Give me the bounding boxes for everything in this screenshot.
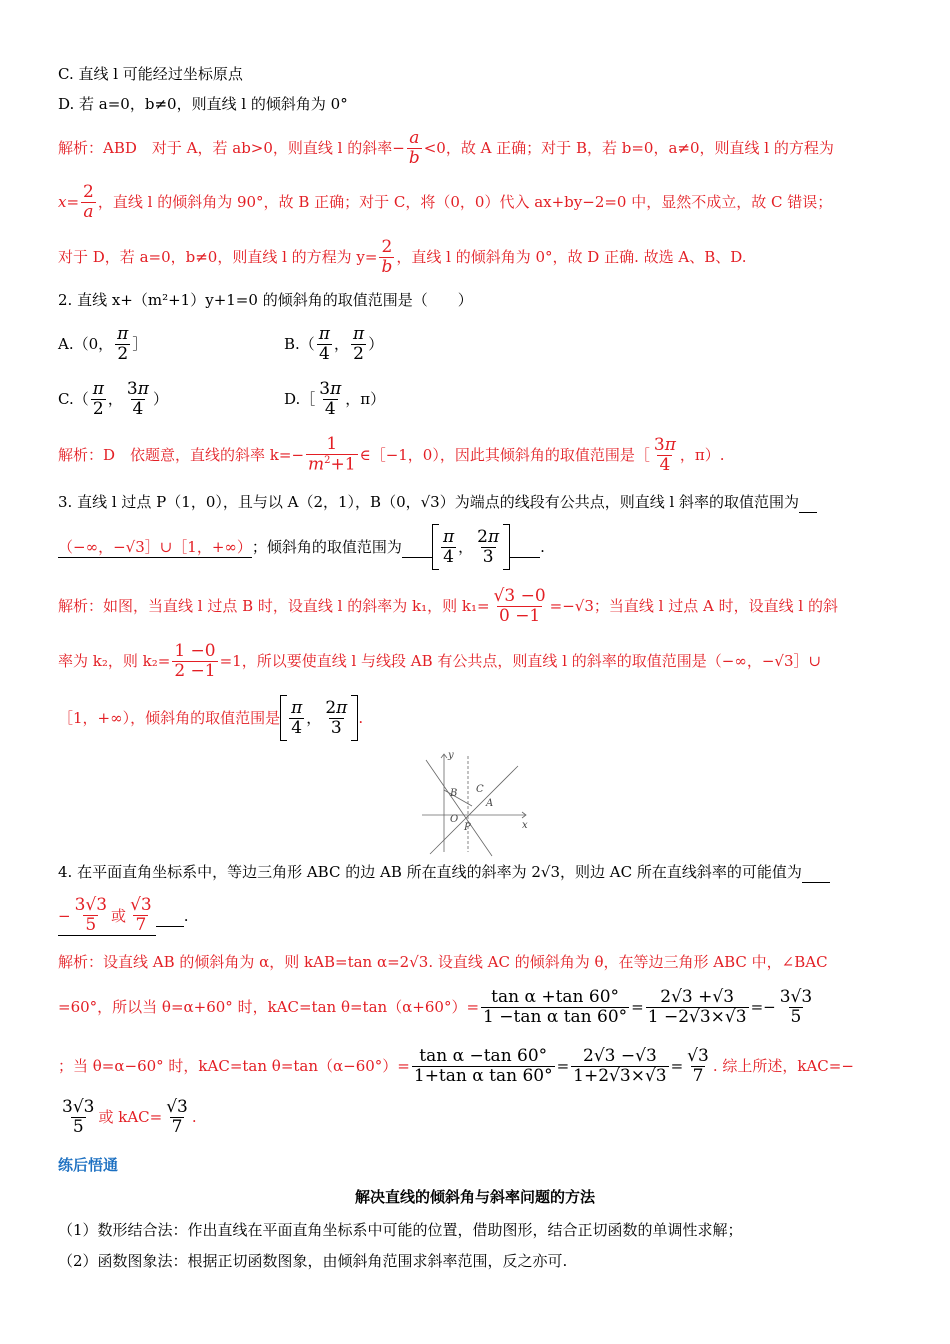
- frac-a-over-b: $\frac{a}{b}$: [408, 127, 420, 168]
- q3-answer-slope: （−∞，−√3］∪［1，+∞）: [58, 537, 252, 556]
- q2-opt-a-label: A.（0，: [58, 335, 114, 353]
- q1-solution-line2: [58, 180, 832, 224]
- q3-solution-line2: [58, 639, 821, 683]
- q4-solution-line1: 解析：设直线 AB 的倾斜角为 α，则 kAB=tan α=2√3. 设直线 AC 的倾斜角为 θ，在等边三角形 ABC 中，∠BAC: [58, 953, 828, 971]
- q4-answer: − $\frac{3√3}{5}$ 或 $\frac{√3}{7}$: [58, 896, 156, 935]
- paren-close-c: ）: [152, 390, 168, 408]
- q2-opt-b-label: B.（: [284, 335, 315, 353]
- frac-pi-2: $\frac{\pi}{2}$: [117, 323, 129, 364]
- review-heading: 练后悟通: [58, 1156, 119, 1174]
- svg-text:y: y: [448, 750, 454, 761]
- q2-opt-d-label: D.［: [284, 390, 316, 408]
- q3-sol2-b: =1，所以要使直线 l 与线段 AB 有公共点，则直线 l 的斜率的取值范围是（−∞，−√3］∪: [219, 652, 822, 670]
- q4-solution-line4: $\frac{3√3}{5}$ 或 kAC= $\frac{√3}{7}$ .: [62, 1096, 197, 1137]
- frac-pi-2b: $\frac{\pi}{2}$: [353, 323, 365, 364]
- q4-sol4: 或 kAC=: [98, 1108, 163, 1126]
- q4-sol3-a: ；当 θ=α−60° 时，kAC=tan θ=tan（α−60°）=: [58, 1057, 410, 1075]
- q3-sol1-b: =−√3；当直线 l 过点 A 时，设直线 l 的斜: [549, 597, 838, 615]
- q3-stem-text: 3. 直线 l 过点 P（1，0），且与以 A（2，1），B（0，√3）为端点的线段有公共点，则直线 l 斜率的取值范围为: [58, 493, 800, 511]
- frac-pi-2c: $\frac{\pi}{2}$: [92, 378, 104, 419]
- review-title: 解决直线的倾斜角与斜率问题的方法: [354, 1188, 595, 1206]
- q1-sol-text-a: 解析：ABD 对于 A，若 ab>0，则直线 l 的斜率−: [58, 139, 405, 157]
- svg-text:P: P: [464, 822, 471, 833]
- q3-sol2-a: 率为 k₂，则 k₂=: [58, 652, 171, 670]
- q2-sol-c: ，π）.: [679, 446, 725, 464]
- option-c: C. 直线 l 可能经过坐标原点: [58, 65, 243, 83]
- q2-option-b: B.（ $\frac{\pi}{4}$ ， $\frac{\pi}{2}$ ）: [284, 323, 384, 364]
- q4-stem-text: 4. 在平面直角坐标系中，等边三角形 ABC 的边 AB 所在直线的斜率为 2√3，则边 AC 所在直线斜率的可能值为: [58, 863, 802, 881]
- x-eq: x=: [58, 193, 80, 211]
- q1-solution-line1: [58, 126, 834, 170]
- q3-solution-line1: [58, 584, 838, 628]
- frac-2-over-a: $\frac{2}{a}$: [83, 181, 94, 222]
- q4-sol3-b: . 综上所述，kAC=−: [712, 1057, 854, 1075]
- q2-option-a: [58, 322, 147, 366]
- frac-k1: $\frac{√3 -0}{0 -1}$: [493, 585, 546, 626]
- svg-text:x: x: [522, 820, 528, 831]
- q4-solution-line2: =60°，所以当 θ=α+60° 时，kAC=tan θ=tan（α+60°）= $\frac{\text{tan α +tan 60°}}{\text{1 −tan α tan 60°}}$ = $\frac{2√3 +√3}{1 -2√3\times√3}$ =− $\frac{3√3}{5}$: [58, 986, 813, 1027]
- q3-answer-line: （−∞，−√3］∪［1，+∞） ；倾斜角的取值范围为 $\frac{\pi}{4}$ ， $\frac{2\pi}{3}$ .: [58, 522, 545, 572]
- frac-k2: $\frac{1 -0}{2 -1}$: [174, 640, 216, 681]
- q1-sol-text-3b: ，直线 l 的倾斜角为 0°，故 D 正确. 故选 A、B、D.: [396, 248, 747, 266]
- q3-mid-text: ；倾斜角的取值范围为: [251, 538, 402, 556]
- q3-stem: [58, 492, 817, 513]
- frac-pi-4: $\frac{\pi}{4}$: [318, 323, 330, 364]
- q4-sol2-a: =60°，所以当 θ=α+60° 时，kAC=tan θ=tan（α+60°）=: [58, 998, 480, 1016]
- q2-option-d: [284, 377, 385, 421]
- q2-option-c: C.（ $\frac{\pi}{2}$ ， $\frac{3\pi}{4}$ ）: [58, 378, 168, 419]
- q1-sol-text-3a: 对于 D，若 a=0，b≠0，则直线 l 的方程为 y=: [58, 248, 378, 266]
- q3-solution-line3: ［1，+∞），倾斜角的取值范围是 $\frac{\pi}{4}$ ， $\frac{2\pi}{3}$ .: [58, 694, 363, 742]
- frac-3pi-4d: $\frac{3\pi}{4}$: [319, 378, 342, 419]
- coordinate-figure: [418, 748, 530, 858]
- q4-solution-line3: ；当 θ=α−60° 时，kAC=tan θ=tan（α−60°）= $\frac{\text{tan α −tan 60°}}{\text{1+tan α tan 60°}}$ = $\frac{2√3 -√3}{1+2√3\times√3}$ = $\frac{√3}{7}$ . 综上所述，kAC=−: [58, 1045, 854, 1086]
- svg-text:B: B: [450, 788, 458, 799]
- q2-stem: 2. 直线 x+（m²+1）y+1=0 的倾斜角的取值范围是（ ）: [58, 291, 473, 309]
- pi-close: ，π）: [345, 390, 386, 408]
- frac-3pi-4e: $\frac{3\pi}{4}$: [653, 434, 676, 475]
- paren-close: ）: [368, 335, 384, 353]
- svg-text:O: O: [450, 814, 459, 825]
- q3-answer-angle: $\frac{\pi}{4}$ ， $\frac{2\pi}{3}$: [432, 524, 510, 570]
- q1-sol-text-b: <0，故 A 正确；对于 B，若 b=0，a≠0，则直线 l 的方程为: [423, 139, 834, 157]
- q4-answer-line: − $\frac{3√3}{5}$ 或 $\frac{√3}{7}$ .: [58, 895, 189, 935]
- frac-1-over-m2: $\frac{1}{m^2+1}$: [308, 434, 356, 475]
- q1-sol-text-2: ，直线 l 的倾斜角为 90°，故 B 正确；对于 C，将（0，0）代入 ax+by−2=0 中，显然不成立，故 C 错误；: [97, 193, 833, 211]
- q4-or: 或: [111, 906, 127, 925]
- q2-sol-a: 解析：D 依题意，直线的斜率 k=−: [58, 446, 305, 464]
- q3-sol1-a: 解析：如图，当直线 l 过点 B 时，设直线 l 的斜率为 k₁，则 k₁=: [58, 597, 490, 615]
- svg-text:A: A: [486, 798, 494, 809]
- q1-solution-line3: [58, 235, 747, 279]
- q2-sol-b: ∈［−1，0），因此其倾斜角的取值范围是［: [359, 446, 650, 464]
- review-item-2: （2）函数图象法：根据正切函数图象，由倾斜角范围求斜率范围，反之亦可.: [58, 1252, 568, 1270]
- q2-opt-c-label: C.（: [58, 390, 89, 408]
- q4-stem: [58, 862, 830, 883]
- bracket-close: ］: [132, 335, 148, 353]
- q3-sol3: ［1，+∞），倾斜角的取值范围是: [58, 709, 281, 727]
- option-d: D. 若 a=0，b≠0，则直线 l 的倾斜角为 0°: [58, 95, 348, 113]
- svg-text:C: C: [476, 784, 484, 795]
- frac-3pi-4: $\frac{3\pi}{4}$: [126, 378, 149, 419]
- q2-solution: [58, 432, 725, 478]
- frac-2-over-b: $\frac{2}{b}$: [381, 236, 393, 277]
- review-item-1: （1）数形结合法：作出直线在平面直角坐标系中可能的位置，借助图形，结合正切函数的单调性求解；: [58, 1221, 743, 1239]
